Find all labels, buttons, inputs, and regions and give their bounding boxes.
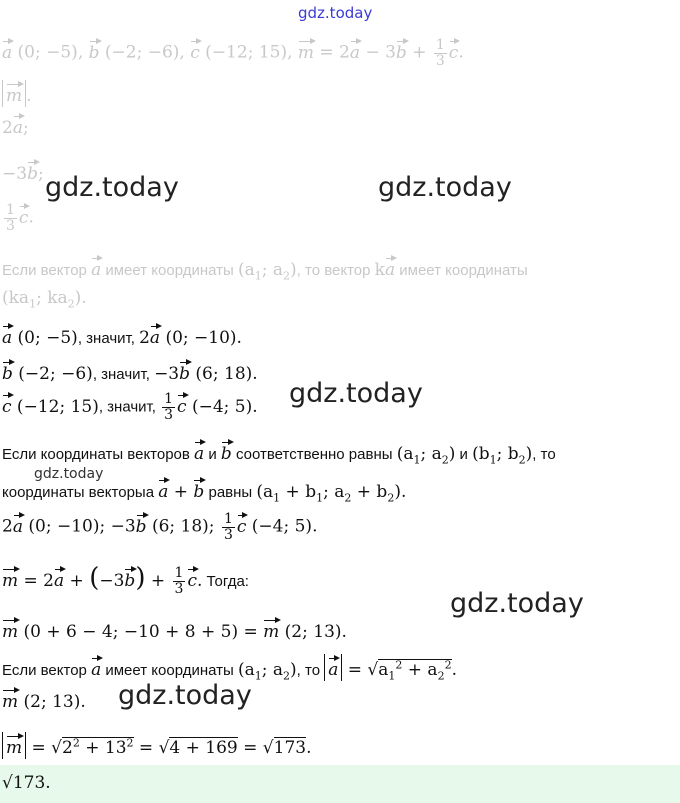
watermark: gdz.today [289, 378, 423, 409]
line-m-coords: m (0 + 6 − 4; −10 + 8 + 5) = m (2; 13). [2, 618, 347, 641]
line-m-expr: m = 2a + (−3b) + $\frac{1}{3}$ c. Тогда: [2, 563, 249, 597]
line-rule-scalar-2: ($ka_1$; $ka_2$). [2, 288, 87, 311]
line-rule-sum-2: координаты векторыа a + b равны ($a_1 + b_1$; $a_2 + b_2$). [2, 478, 406, 503]
answer-value: √173. [2, 773, 51, 793]
answer-box [0, 765, 680, 803]
line-m-length: $m = √2^2 + 13^2 = √4 + 169 = √173$. [2, 732, 312, 759]
line-find-2a: 2a; [2, 114, 29, 137]
watermark-top: gdz.today [298, 4, 373, 22]
line-find-3b: −3b; [2, 160, 44, 183]
line-rule-scalar: Если вектор a имеет координаты ($a_1$; $a_2$), то вектор ka имеет координаты [2, 256, 528, 281]
watermark: gdz.today [34, 466, 104, 482]
line-rule-sum: Если координаты векторов a и b соответственно равны ($a_1$; $a_2$) и ($b_1$; $b_2$), то [2, 440, 556, 465]
watermark: gdz.today [450, 588, 584, 619]
line-rule-length: Если вектор a имеет координаты ($a_1$; $a_2$), то $a = √a_1^2 + a_2^2$. [2, 654, 457, 681]
watermark: gdz.today [378, 172, 512, 203]
watermark: gdz.today [118, 680, 252, 711]
watermark: gdz.today [45, 172, 179, 203]
line-summary: 2a (0; −10); −3b (6; 18); $\frac{1}{3}$ c (−4; 5). [2, 511, 318, 543]
line-3b: b (−2; −6), значит, −3b (6; 18). [2, 360, 258, 383]
line-find-m: m . [2, 80, 32, 107]
line-c: c (−12; 15), значит, $\frac{1}{3}$ c (−4; 5). [2, 391, 258, 423]
line-find-c: $\frac{1}{3}$ c. [6, 202, 34, 234]
line-m-result: m (2; 13). [2, 688, 86, 711]
line-2a: a (0; −5), значит, 2a (0; −10). [2, 324, 242, 347]
line-given: a (0; −5), b (−2; −6), c (−12; 15), m = 2a − 3b + $\frac{1}{3}$ c. [2, 37, 464, 69]
